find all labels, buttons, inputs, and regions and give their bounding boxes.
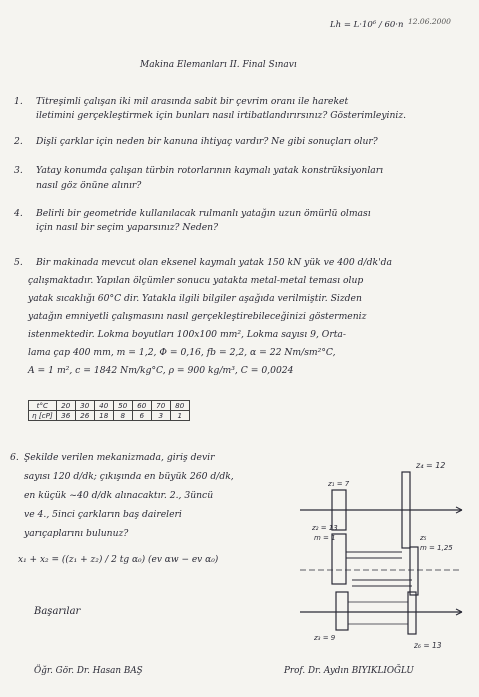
- question-6-formula: x₁ + x₂ = ((z₁ + z₂) / 2 tg α₀) (ev αw − ev α₀): [18, 555, 219, 565]
- question-5-line-4: yatağın emniyetli çalışmasını nasıl gerçekleştirebileceğinizi göstermeniz: [28, 311, 367, 322]
- table-cell: 1: [170, 411, 189, 421]
- table-row: [29, 411, 190, 421]
- question-6-line-1: Şekilde verilen mekanizmada, giriş devir: [24, 452, 215, 463]
- label-m1: m = 1: [314, 534, 336, 542]
- table-cell: 80: [170, 401, 189, 411]
- question-1-number: 1.: [14, 96, 23, 107]
- exam-title: Makina Elemanları II. Final Sınavı: [140, 60, 297, 70]
- question-6-line-2: sayısı 120 d/dk; çıkışında en büyük 260 d/dk,: [24, 471, 234, 482]
- table-cell: 20: [56, 401, 75, 411]
- gear-mechanism-diagram: [292, 452, 472, 652]
- table-cell: 18: [94, 411, 113, 421]
- question-3-line-1: Yatay konumda çalışan türbin rotorlarının kaymalı yatak konstrüksiyonları: [36, 165, 384, 176]
- table-cell: 3: [151, 411, 170, 421]
- question-5-number: 5.: [14, 257, 23, 268]
- table-cell: 26: [75, 411, 94, 421]
- label-z2: z₂ = 13: [312, 524, 338, 532]
- question-5-line-6: lama çap 400 mm, m = 1,2, Φ = 0,16, fb = 2,2, α = 22 Nm/sm²°C,: [28, 347, 336, 358]
- question-3-line-2: nasıl göz önüne alınır?: [36, 180, 142, 191]
- label-z5: z₅: [420, 534, 427, 542]
- table-cell: 8: [113, 411, 132, 421]
- label-z4: z₄ = 12: [416, 461, 446, 470]
- table-cell: 40: [94, 401, 113, 411]
- question-5-line-3: yatak sıcaklığı 60°C dir. Yatakla ilgili bilgiler aşağıda verilmiştir. Sizden: [28, 293, 362, 304]
- question-6-line-3: en küçük ~40 d/dk alınacaktır. 2., 3üncü: [24, 490, 214, 501]
- question-2-line-1: Dişli çarklar için neden bir kanuna ihtiyaç vardır? Ne gibi sonuçları olur?: [36, 136, 378, 147]
- label-z6: z₆ = 13: [414, 641, 442, 650]
- table-cell: 30: [75, 401, 94, 411]
- table-cell: η [cP]: [29, 411, 57, 421]
- question-6-line-5: yarıçaplarını bulunuz?: [24, 528, 129, 539]
- question-2-number: 2.: [14, 136, 23, 147]
- question-4-line-2: için nasıl bir seçim yaparsınız? Neden?: [36, 222, 219, 233]
- closing-text: Başarılar: [34, 606, 81, 617]
- signature-right: Prof. Dr. Aydın BIYIKLIOĞLU: [284, 666, 414, 676]
- exam-date: 12.06.2000: [408, 17, 451, 26]
- question-5-line-5: istenmektedir. Lokma boyutları 100x100 mm², Lokma sayısı 9, Orta-: [28, 329, 346, 340]
- question-5-line-7: A = 1 m², c = 1842 Nm/kg°C, ρ = 900 kg/m³, C = 0,0024: [28, 365, 294, 376]
- question-5-line-2: çalışmaktadır. Yapılan ölçümler sonucu yatakta metal-metal teması olup: [28, 275, 364, 286]
- table-row: [29, 401, 190, 411]
- question-1-line-2: iletimini gerçekleştirmek için bunları nasıl irtibatlandırırsınız? Gösterimleyiniz.: [36, 110, 407, 121]
- viscosity-table: [28, 400, 190, 421]
- table-cell: 50: [113, 401, 132, 411]
- label-m125: m = 1,25: [420, 544, 453, 552]
- table-cell: 60: [132, 401, 151, 411]
- corner-formula: Lh = L·10⁶ / 60·n: [330, 20, 404, 30]
- signature-left: Öğr. Gör. Dr. Hasan BAŞ: [34, 666, 143, 676]
- question-6-line-4: ve 4., 5inci çarkların baş daireleri: [24, 509, 182, 520]
- question-5-line-1: Bir makinada mevcut olan eksenel kaymalı yatak 150 kN yük ve 400 d/dk'da: [36, 257, 392, 268]
- table-cell: 70: [151, 401, 170, 411]
- question-4-number: 4.: [14, 208, 23, 219]
- question-3-number: 3.: [14, 165, 23, 176]
- question-6-number: 6.: [10, 452, 19, 463]
- label-z3: z₃ = 9: [314, 634, 336, 642]
- question-4-line-1: Belirli bir geometride kullanılacak rulmanlı yatağın uzun ömürlü olması: [36, 208, 371, 219]
- table-cell: t°C: [29, 401, 57, 411]
- label-z1: z₁ = 7: [328, 480, 350, 488]
- table-cell: 6: [132, 411, 151, 421]
- question-1-line-1: Titreşimli çalışan iki mil arasında sabit bir çevrim oranı ile hareket: [36, 96, 349, 107]
- table-cell: 36: [56, 411, 75, 421]
